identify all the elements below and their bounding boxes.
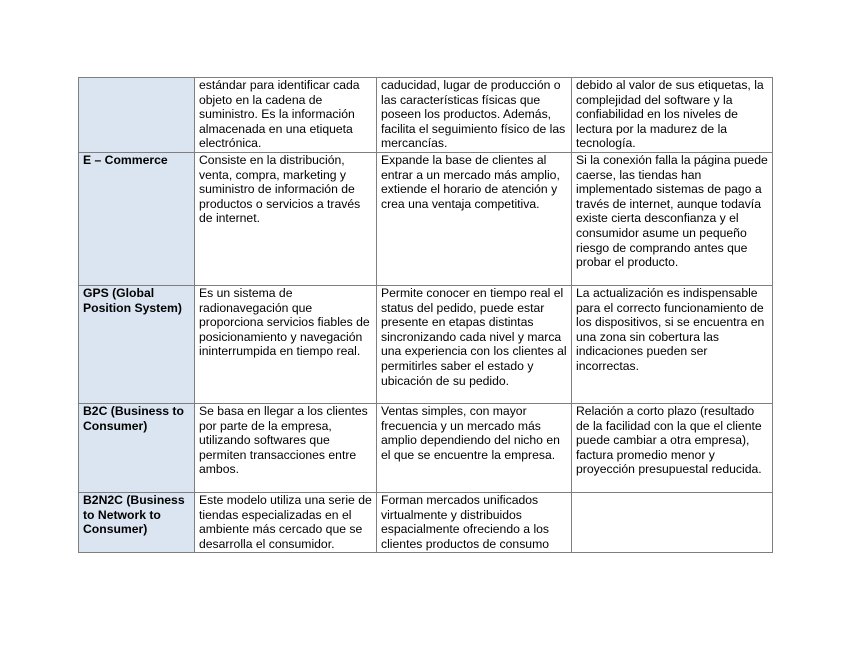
disadvantages-cell <box>572 404 773 493</box>
disadvantages-cell <box>572 286 773 404</box>
table-row <box>79 493 773 553</box>
row-label-cell <box>79 286 195 404</box>
table-row <box>79 286 773 404</box>
disadvantages-text: Si la conexión falla la página puede caerse, las tiendas han implementado sistemas de pago a través de internet, aunque todavía existe cierta desconfianza y el consumidor asume un pequeño riesgo de comprando antes que probar el producto. <box>576 153 768 270</box>
definition-cell <box>195 286 377 404</box>
disadvantages-text: debido al valor de sus etiquetas, la complejidad del software y la confiabilidad en los niveles de lectura por la madurez de la tecnología. <box>576 78 764 151</box>
technology-comparison-table <box>78 77 773 553</box>
definition-text: Es un sistema de radionavegación que proporciona servicios fiables de posicionamiento y navegación ininterrumpida en tiempo real. <box>199 286 370 359</box>
advantages-cell <box>377 286 572 404</box>
disadvantages-cell <box>572 153 773 286</box>
advantages-cell <box>377 153 572 286</box>
row-label-cell <box>79 78 195 153</box>
row-label: E – Commerce <box>83 153 168 167</box>
advantages-cell <box>377 404 572 493</box>
definition-text: Se basa en llegar a los clientes por parte de la empresa, utilizando softwares que permiten transacciones entre ambos. <box>199 404 368 477</box>
disadvantages-text: La actualización es indispensable para el correcto funcionamiento de los dispositivos, si se encuentra en una zona sin cobertura las indicaciones pueden ser incorrectas. <box>576 286 765 373</box>
row-label: B2C (Business to Consumer) <box>83 404 184 433</box>
definition-cell <box>195 153 377 286</box>
row-label-cell <box>79 153 195 286</box>
table-row <box>79 78 773 153</box>
row-label-cell <box>79 493 195 553</box>
advantages-text: Expande la base de clientes al entrar a un mercado más amplio, extiende el horario de atención y crea una ventaja competitiva. <box>381 153 560 211</box>
advantages-text: Forman mercados unificados virtualmente y distribuidos espacialmente ofreciendo a los clientes productos de consumo <box>381 493 550 551</box>
advantages-text: Ventas simples, con mayor frecuencia y un mercado más amplio dependiendo del nicho en el que se encuentre la empresa. <box>381 404 560 462</box>
table-row <box>79 404 773 493</box>
advantages-text: caducidad, lugar de producción o las características físicas que poseen los productos. Además, facilita el seguimiento físico de las mercancías. <box>381 78 566 151</box>
definition-text: Este modelo utiliza una serie de tiendas especializadas en el ambiente más cercado que se desarrolla el consumidor. <box>199 493 372 551</box>
disadvantages-cell <box>572 493 773 553</box>
definition-text: Consiste en la distribución, venta, compra, marketing y suministro de información de productos o servicios a través de internet. <box>199 153 361 226</box>
definition-text: estándar para identificar cada objeto en la cadena de suministro. Es la información almacenada en una etiqueta electrónica. <box>199 78 360 151</box>
definition-cell <box>195 493 377 553</box>
definition-cell <box>195 78 377 153</box>
advantages-cell <box>377 493 572 553</box>
row-label: B2N2C (Business to Network to Consumer) <box>83 493 185 537</box>
row-label: GPS (Global Position System) <box>83 286 182 315</box>
definition-cell <box>195 404 377 493</box>
advantages-text: Permite conocer en tiempo real el status del pedido, puede estar presente en etapas distintas sincronizando cada nivel y marca una experiencia con los clientes al permitirles saber el estado y ubicación de su pedido. <box>381 286 567 388</box>
table-row <box>79 153 773 286</box>
disadvantages-text: Relación a corto plazo (resultado de la facilidad con la que el cliente puede cambiar a otra empresa), factura promedio menor y proyección presupuestal reducida. <box>576 404 762 477</box>
disadvantages-cell <box>572 78 773 153</box>
row-label-cell <box>79 404 195 493</box>
advantages-cell <box>377 78 572 153</box>
